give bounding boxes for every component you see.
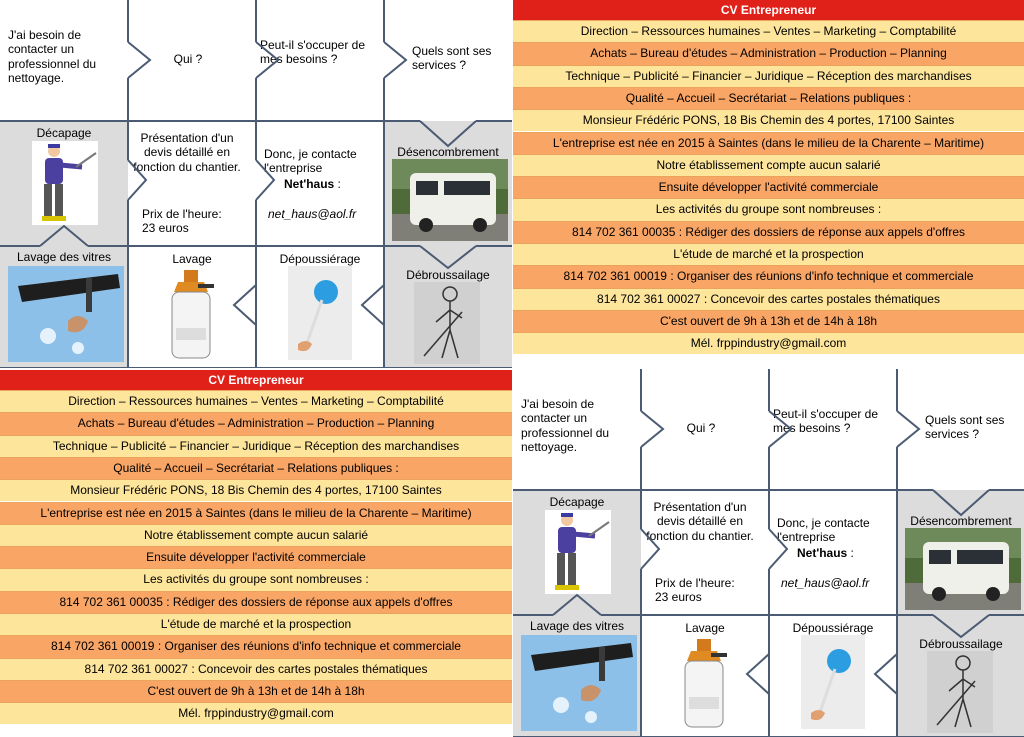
donc-text: Donc, je contacte l'entreprise — [264, 147, 357, 176]
van-photo-icon — [905, 528, 1021, 610]
flow-cell-debroussailage — [897, 615, 1024, 737]
flow-cell-devis — [641, 490, 769, 615]
cv-row: Technique – Publicité – Financier – Juridique – Réception des marchandises — [513, 65, 1024, 87]
flow-cell-vitres — [513, 615, 641, 737]
brush-cutter-sketch-icon — [414, 282, 480, 364]
cv-row: Monsieur Frédéric PONS, 18 Bis Chemin des 4 portes, 17100 Saintes — [0, 479, 512, 501]
cv-row: L'entreprise est née en 2015 à Saintes (dans le milieu de la Charente – Maritime) — [513, 132, 1024, 154]
cv-row: 814 702 361 00027 : Concevoir des cartes postales thématiques — [0, 658, 512, 680]
flow-panel-bottom — [513, 369, 1024, 737]
email-text: net_haus@aol.fr — [268, 207, 357, 221]
cv-row: Achats – Bureau d'études – Administration – Production – Planning — [0, 412, 512, 434]
cv-panel-top — [513, 0, 1024, 362]
decapage-label: Décapage — [36, 126, 92, 140]
feather-duster-icon — [801, 635, 865, 729]
decapage-label: Décapage — [549, 495, 605, 509]
flow-cell-lavage — [641, 615, 769, 737]
debroussailage-label: Débroussailage — [919, 637, 1003, 651]
flow-text-who: Qui ? — [686, 421, 716, 435]
flow-cell-who — [641, 369, 769, 490]
cv-row: C'est ouvert de 9h à 13h et de 14h à 18h — [513, 310, 1024, 332]
company-line — [797, 546, 895, 560]
cv-row: Mél. frppindustry@gmail.com — [513, 332, 1024, 354]
desencombrement-label: Désencombrement — [397, 145, 499, 159]
pressure-sprayer-icon — [677, 637, 731, 731]
flow-cell-need — [513, 369, 641, 490]
donc-text: Donc, je contacte l'entreprise — [777, 516, 870, 545]
flow-cell-decapage — [0, 121, 128, 246]
flow-cell-services — [384, 0, 512, 121]
cv-row: 814 702 361 00035 : Rédiger des dossiers de réponse aux appels d'offres — [0, 591, 512, 613]
lavage-vitres-label: Lavage des vitres — [16, 250, 112, 264]
flow-panel-top — [0, 0, 512, 368]
flow-text-services: Quels sont ses services ? — [412, 44, 492, 73]
cv-row: 814 702 361 00027 : Concevoir des cartes postales thématiques — [513, 288, 1024, 310]
van-photo-icon — [392, 159, 508, 241]
cv-row: Direction – Ressources humaines – Ventes – Marketing – Comptabilité — [0, 390, 512, 412]
email-text: net_haus@aol.fr — [781, 576, 870, 590]
cv-row: L'entreprise est née en 2015 à Saintes (dans le milieu de la Charente – Maritime) — [0, 502, 512, 524]
cv-title: CV Entrepreneur — [0, 370, 512, 390]
devis-text: Présentation d'un devis détaillé en fonction du chantier. — [646, 500, 754, 543]
flow-cell-depoussierage — [769, 615, 897, 737]
cv-row: 814 702 361 00019 : Organiser des réunions d'info technique et commerciale — [0, 635, 512, 657]
feather-duster-icon — [288, 266, 352, 360]
cv-row: Les activités du groupe sont nombreuses : — [0, 568, 512, 590]
brush-cutter-sketch-icon — [927, 651, 993, 733]
devis-text: Présentation d'un devis détaillé en fonction du chantier. — [133, 131, 241, 174]
pressure-sprayer-icon — [164, 268, 218, 362]
flow-cell-can — [256, 0, 384, 121]
cv-row: Ensuite développer l'activité commerciale — [0, 546, 512, 568]
company-colon: : — [847, 546, 854, 560]
flow-cell-devis — [128, 121, 256, 246]
window-squeegee-icon — [521, 635, 637, 731]
cv-panel-bottom — [0, 370, 512, 732]
worker-spraying-icon — [545, 510, 611, 594]
flow-cell-debroussailage — [384, 246, 512, 368]
flow-text-services: Quels sont ses services ? — [925, 413, 1005, 442]
lavage-label: Lavage — [685, 621, 725, 635]
flow-text-need: J'ai besoin de contacter un professionnel du nettoyage. — [521, 397, 610, 455]
prix-text: Prix de l'heure: 23 euros — [655, 576, 735, 605]
flow-cell-desencombrement — [384, 121, 512, 246]
company-name: Net'haus — [797, 546, 848, 560]
cv-row: Technique – Publicité – Financier – Juridique – Réception des marchandises — [0, 435, 512, 457]
cv-row: Les activités du groupe sont nombreuses : — [513, 198, 1024, 220]
cv-row: Achats – Bureau d'études – Administration – Production – Planning — [513, 42, 1024, 64]
window-squeegee-icon — [8, 266, 124, 362]
cv-row: Qualité – Accueil – Secrétariat – Relations publiques : — [513, 87, 1024, 109]
flow-cell-decapage — [513, 490, 641, 615]
flow-cell-can — [769, 369, 897, 490]
flow-cell-depoussierage — [256, 246, 384, 368]
lavage-vitres-label: Lavage des vitres — [529, 619, 625, 633]
flow-cell-need — [0, 0, 128, 121]
depoussierage-label: Dépoussiérage — [792, 621, 874, 635]
company-line — [284, 177, 382, 191]
flow-text-can: Peut-il s'occuper de mes besoins ? — [773, 407, 879, 436]
flow-cell-services — [897, 369, 1024, 490]
cv-title: CV Entrepreneur — [513, 0, 1024, 20]
cv-row: 814 702 361 00035 : Rédiger des dossiers de réponse aux appels d'offres — [513, 221, 1024, 243]
company-name: Net'haus — [284, 177, 335, 191]
cv-row: L'étude de marché et la prospection — [0, 613, 512, 635]
cv-row: Ensuite développer l'activité commerciale — [513, 176, 1024, 198]
flow-cell-lavage — [128, 246, 256, 368]
cv-row: Notre établissement compte aucun salarié — [513, 154, 1024, 176]
cv-row: Mél. frppindustry@gmail.com — [0, 702, 512, 724]
depoussierage-label: Dépoussiérage — [279, 252, 361, 266]
cv-row: Notre établissement compte aucun salarié — [0, 524, 512, 546]
cv-row: C'est ouvert de 9h à 13h et de 14h à 18h — [0, 680, 512, 702]
flow-cell-contact — [256, 121, 384, 246]
desencombrement-label: Désencombrement — [910, 514, 1012, 528]
flow-cell-vitres — [0, 246, 128, 368]
lavage-label: Lavage — [172, 252, 212, 266]
cv-row: L'étude de marché et la prospection — [513, 243, 1024, 265]
flow-cell-desencombrement — [897, 490, 1024, 615]
cv-row: Monsieur Frédéric PONS, 18 Bis Chemin des 4 portes, 17100 Saintes — [513, 109, 1024, 131]
flow-cell-contact — [769, 490, 897, 615]
cv-row: Direction – Ressources humaines – Ventes – Marketing – Comptabilité — [513, 20, 1024, 42]
cv-row: Qualité – Accueil – Secrétariat – Relations publiques : — [0, 457, 512, 479]
worker-spraying-icon — [32, 141, 98, 225]
flow-text-can: Peut-il s'occuper de mes besoins ? — [260, 38, 366, 67]
flow-text-need: J'ai besoin de contacter un professionnel du nettoyage. — [8, 28, 97, 86]
cv-row: 814 702 361 00019 : Organiser des réunions d'info technique et commerciale — [513, 265, 1024, 287]
prix-text: Prix de l'heure: 23 euros — [142, 207, 222, 236]
company-colon: : — [334, 177, 341, 191]
debroussailage-label: Débroussailage — [406, 268, 490, 282]
flow-cell-who — [128, 0, 256, 121]
flow-text-who: Qui ? — [173, 52, 203, 66]
